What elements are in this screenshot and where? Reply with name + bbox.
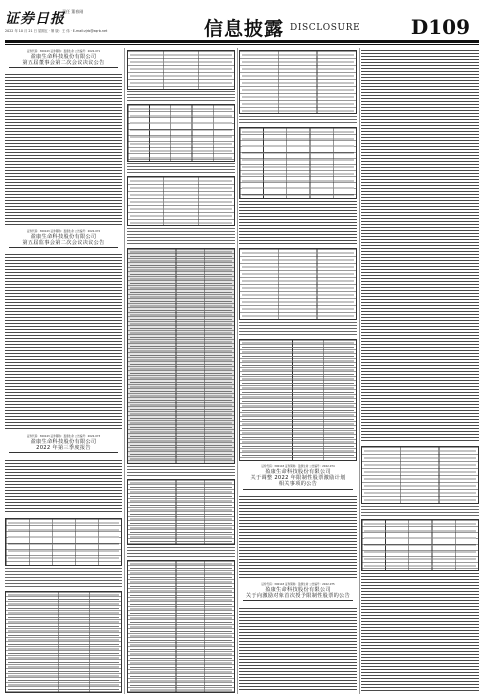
notice-header [239,582,357,601]
notice-body-text [127,91,235,101]
data-table [239,248,357,320]
notice-body-text [5,460,122,514]
notice-body-text [239,496,357,578]
page-number: D109 [410,15,470,39]
section-title-en: DISCLOSURE [290,23,361,33]
notice-title: 2022 年第三季度报告 [36,445,91,452]
notice-body-text [127,228,235,244]
section-title: 信息披露 [204,18,285,40]
issue-line: 2022 年 10 月 21 日 星期五 · 制 版：王 伟 · E-mail:zjrb@zqrb.net [5,29,108,33]
notice-body-text [361,50,479,442]
data-table [127,176,235,226]
column-divider [124,48,125,694]
notice-body-text [239,322,357,336]
column-1 [5,48,122,694]
column-divider [237,48,238,694]
notice-code-line: 证券代码：300143 证券简称：盈康生命 公告编号：2022-075 [261,583,335,586]
notice-body-text [239,201,357,245]
data-table [239,339,357,461]
notice-title-line-2: 相关事项的公告 [278,481,318,488]
notice-code-line: 证券代码：300143 证券简称：盈康生命 公告编号：2022-071 [26,50,101,53]
notice-title: 第五届董事会第二次会议决议公告 [22,60,105,67]
notice-body-text [361,506,479,516]
data-table [5,518,122,566]
notice-company: 盈康生命科技股份有限公司 [30,54,97,60]
data-table [127,104,235,162]
notice-body-text [5,568,122,588]
notice-company: 盈康生命科技股份有限公司 [30,234,97,240]
editor-line: 责任 董春刚 [62,9,84,14]
notice-body-text [127,163,235,173]
data-table [239,50,357,114]
notice-code-line: 证券代码：300143 证券简称：盈康生命 公告编号：2022-072 [26,230,101,233]
masthead-rule-thin [5,44,479,45]
notice-header [5,49,122,68]
notice-body-text [361,573,479,692]
data-table [127,560,235,693]
data-table [361,519,479,571]
column-divider [359,48,360,694]
notice-header [5,229,122,248]
notice-title: 第五届监事会第二次会议决议公告 [22,240,105,247]
notice-title: 关于调整 2022 年限制性股票激励计划 [250,475,346,482]
data-table [5,591,122,693]
notice-company: 盈康生命科技股份有限公司 [30,439,97,445]
masthead-rule-thick [5,40,479,43]
notice-title: 关于向激励对象首次授予限制性股票的公告 [245,593,351,600]
column-3 [239,48,357,694]
data-table [361,446,479,504]
column-2 [127,48,235,694]
newspaper-logo: 证券日报 [5,11,65,27]
notice-body-text [5,254,122,430]
notice-body-text [239,608,357,692]
notice-company: 盈康生命科技股份有限公司 [265,469,331,475]
notice-code-line: 证券代码：300143 证券简称：盈康生命 公告编号：2022-074 [261,465,335,468]
data-table [127,479,235,545]
data-table [127,248,235,464]
notice-company: 盈康生命科技股份有限公司 [265,587,331,593]
data-table [239,127,357,199]
notice-code-line: 证券代码：300143 证券简称：盈康生命 公告编号：2022-073 [26,435,101,438]
notice-header [5,434,122,453]
notice-body-text [239,116,357,124]
data-table [127,50,235,90]
notice-header [239,464,357,490]
notice-body-text [127,547,235,557]
notice-body-text [127,466,235,476]
masthead [0,0,484,46]
notice-body-text [5,74,122,226]
column-4 [361,48,479,694]
